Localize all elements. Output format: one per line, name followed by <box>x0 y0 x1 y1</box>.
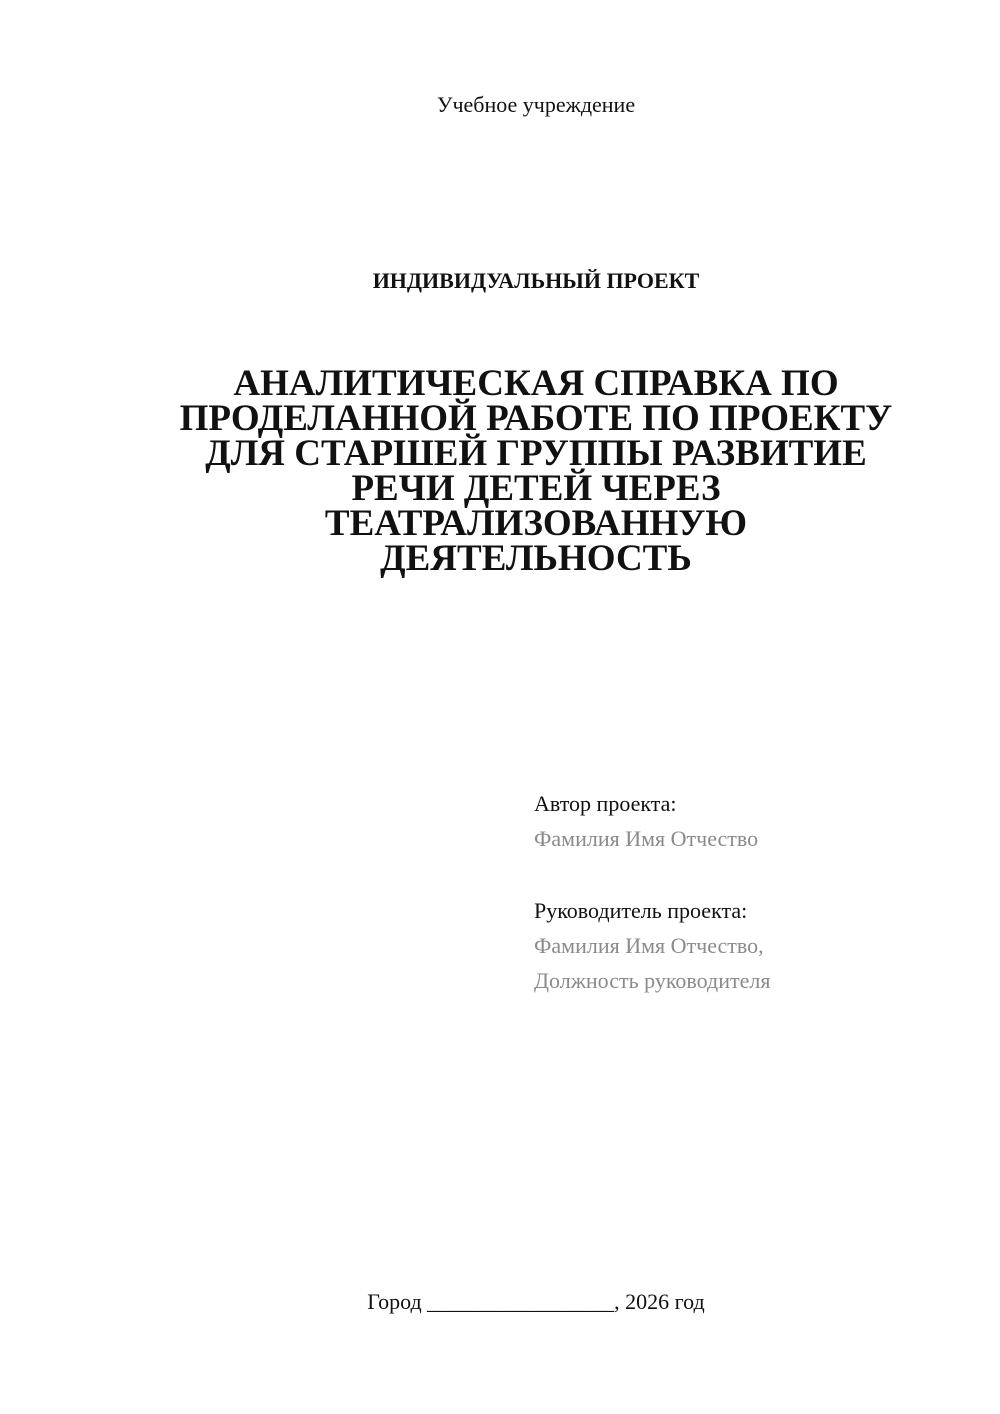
author-label: Автор проекта: <box>534 791 677 816</box>
title-line: ТЕАТРАЛИЗОВАННУЮ <box>324 503 748 544</box>
title-line: ДЛЯ СТАРШЕЙ ГРУППЫ РАЗВИТИЕ <box>205 433 867 474</box>
document-title <box>130 363 942 579</box>
title-line: ДЕЯТЕЛЬНОСТЬ <box>380 538 692 579</box>
institution-name: Учебное учреждение <box>436 92 636 117</box>
title-line: АНАЛИТИЧЕСКАЯ СПРАВКА ПО <box>233 363 839 404</box>
author-block <box>534 786 758 856</box>
supervisor-block <box>534 893 770 998</box>
supervisor-position: Должность руководителя <box>534 968 771 993</box>
project-type: ИНДИВИДУАЛЬНЫЙ ПРОЕКТ <box>372 268 700 293</box>
city-year-line: Город _________________, 2026 год <box>367 1289 705 1314</box>
author-name: Фамилия Имя Отчество <box>534 826 759 851</box>
title-line: РЕЧИ ДЕТЕЙ ЧЕРЕЗ <box>351 468 721 509</box>
title-line: ПРОДЕЛАННОЙ РАБОТЕ ПО ПРОЕКТУ <box>179 398 893 439</box>
supervisor-name: Фамилия Имя Отчество, <box>534 933 764 958</box>
supervisor-label: Руководитель проекта: <box>534 898 748 923</box>
